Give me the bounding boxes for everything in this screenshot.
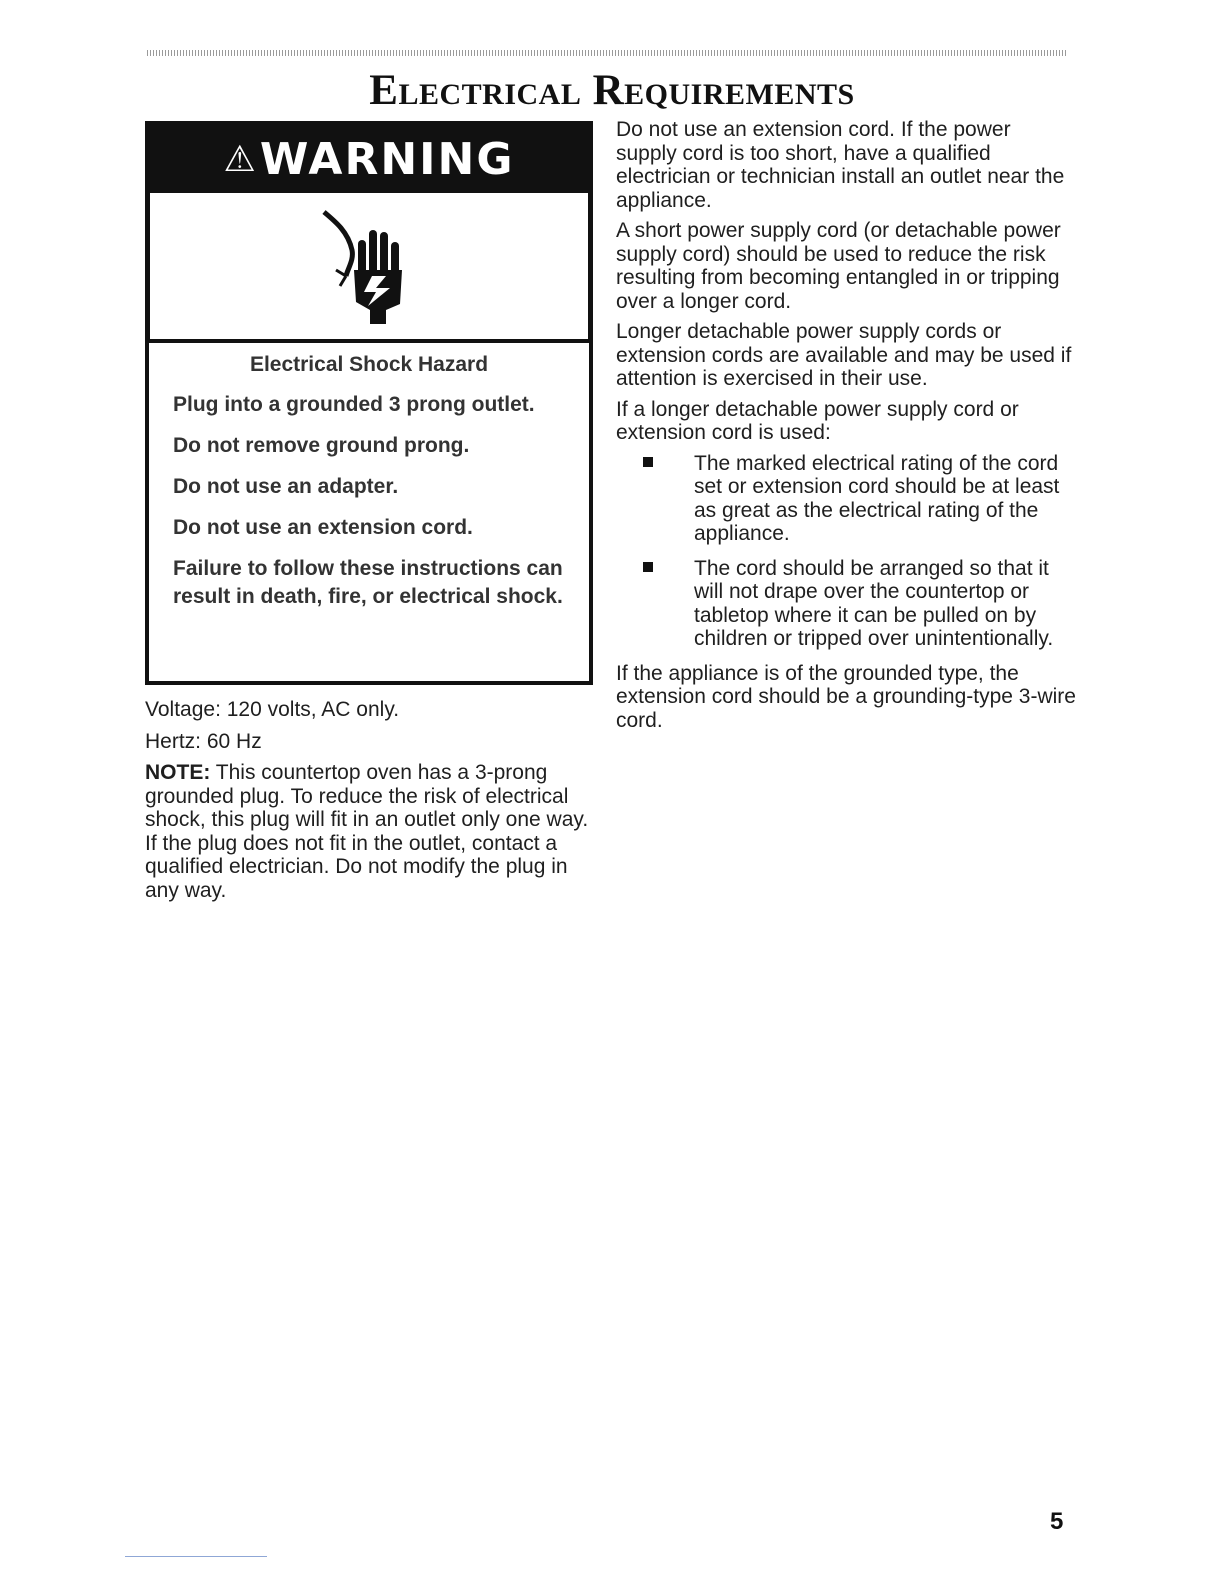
hazard-icon-panel — [149, 193, 589, 343]
list-item-text: The marked electrical rating of the cord set or extension cord should be at least as great as the electrical rating of the appliance. — [694, 451, 1060, 545]
paragraph: Longer detachable power supply cords or extension cords are available and may be used if attention is exercised in their use. — [616, 320, 1072, 390]
extension-cord-guidance — [616, 118, 1076, 739]
hazard-instruction: Do not remove ground prong. — [173, 434, 470, 457]
warning-label: WARNING — [259, 133, 515, 185]
hazard-title: Electrical Shock Hazard — [249, 353, 489, 376]
note-label: NOTE: — [145, 761, 211, 784]
paragraph: Do not use an extension cord. If the power supply cord is too short, have a qualified electrician or technician install an outlet near the appliance. — [616, 118, 1065, 212]
page-number: 5 — [1050, 1508, 1064, 1535]
voltage-spec: Voltage: 120 volts, AC only. — [145, 698, 400, 721]
list-item — [616, 557, 1076, 651]
page-title: Electrical Requirements — [369, 67, 855, 114]
list-item-text: The cord should be arranged so that it will not drape over the countertop or tabletop where it can be pulled on by children or tripped over unintentionally. — [694, 556, 1054, 650]
hazard-instruction: Do not use an adapter. — [173, 475, 399, 498]
electrical-shock-hand-icon — [314, 206, 424, 326]
list-item — [616, 452, 1076, 546]
warning-box — [145, 121, 593, 685]
hazard-consequence: Failure to follow these instructions can result in death, fire, or electrical shock. — [173, 557, 563, 608]
note-text: This countertop oven has a 3-prong grounded plug. To reduce the risk of electrical shock, this plug will fit in an outlet only one way. If the plug does not fit in the outlet, contact a qualified electrician. Do not modify the plug in any way. — [145, 761, 589, 902]
warning-triangle-icon: ⚠ — [223, 138, 258, 180]
paragraph: A short power supply cord (or detachable power supply cord) should be used to reduce the risk resulting from becoming entangled in or tripping over a longer cord. — [616, 219, 1061, 313]
warning-header — [149, 125, 589, 193]
hazard-instruction: Plug into a grounded 3 prong outlet. — [173, 393, 535, 416]
bullet-list — [616, 452, 1076, 651]
hertz-spec: Hertz: 60 Hz — [145, 729, 262, 753]
top-decorative-rule — [147, 50, 1067, 56]
hazard-instruction: Do not use an extension cord. — [173, 516, 473, 539]
bottom-rule — [125, 1556, 267, 1557]
note-paragraph — [145, 761, 595, 902]
closing-paragraph: If the appliance is of the grounded type, the extension cord should be a grounding-type 3-wire cord. — [616, 661, 1076, 732]
electrical-specs — [145, 698, 595, 910]
square-bullet-icon — [643, 457, 653, 467]
square-bullet-icon — [643, 562, 653, 572]
paragraph: If a longer detachable power supply cord or extension cord is used: — [616, 397, 1019, 444]
